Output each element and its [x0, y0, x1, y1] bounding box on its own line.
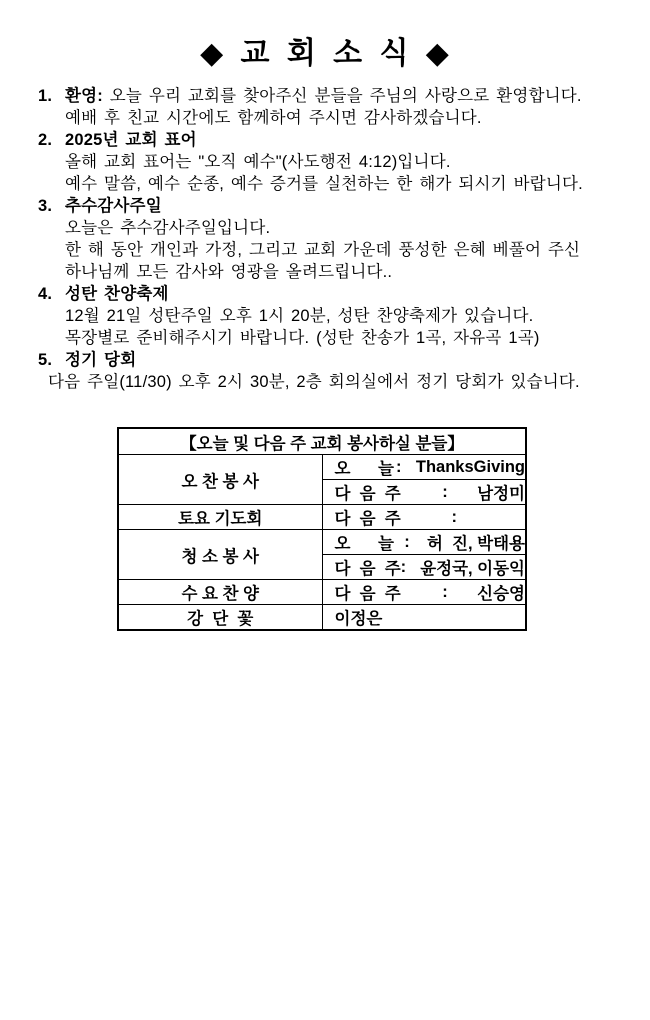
table-title-row	[118, 428, 526, 455]
category-cell-pulpit-flower: 강 단 꽃	[118, 605, 322, 631]
notice-item-christmas-praise	[0, 283, 650, 349]
period-label: 오 늘	[334, 535, 394, 553]
notice-line: 올해 교회 표어는 "오직 예수"(사도행전 4:12)입니다.	[65, 153, 451, 171]
category-cell-lunch: 오 찬 봉 사	[118, 455, 322, 505]
notice-number: 1.	[38, 87, 53, 105]
notice-number: 5.	[38, 351, 53, 369]
notice-heading: 성탄 찬양축제	[65, 285, 169, 303]
roster-value: 신승영	[477, 585, 525, 603]
table-row-lunch-today	[118, 455, 526, 480]
value-cell	[322, 480, 526, 505]
notice-item-welcome	[0, 85, 650, 129]
roster-entry	[335, 605, 526, 629]
period-label: 오 늘	[334, 460, 394, 478]
value-cell	[322, 605, 526, 631]
colon-separator: :	[442, 582, 448, 601]
notice-list	[0, 85, 650, 393]
period-label: 다 음 주	[334, 560, 401, 578]
roster-entry	[335, 455, 526, 479]
notice-line: 예수 말씀, 예수 순종, 예수 증거를 실천하는 한 해가 되시기 바랍니다.	[65, 175, 583, 193]
service-roster-table	[117, 427, 527, 631]
value-cell	[322, 455, 526, 480]
roster-value: 허 진, 박태용	[426, 535, 525, 553]
page-title: ◆ 교 회 소 식 ◆	[200, 37, 450, 70]
roster-value: 윤정국, 이동익	[420, 560, 525, 578]
notice-heading: 추수감사주일	[65, 197, 162, 215]
value-cell	[322, 580, 526, 605]
table-title: 【오늘 및 다음 주 교회 봉사하실 분들】	[118, 428, 526, 455]
category-cell-cleaning: 청 소 봉 사	[118, 530, 322, 580]
notice-item-thanksgiving	[0, 195, 650, 283]
notice-text: 오늘 우리 교회를 찾아주신 분들을 주님의 사랑으로 환영합니다.	[109, 87, 582, 105]
category-cell-saturday-prayer: 토요 기도회	[118, 505, 322, 530]
notice-line: 다음 주일(11/30) 오후 2시 30분, 2층 회의실에서 정기 당회가 있습니다.	[48, 373, 580, 391]
value-cell	[322, 555, 526, 580]
notice-number: 4.	[38, 285, 53, 303]
colon-separator: :	[451, 507, 457, 526]
period-label: 다 음 주	[334, 485, 401, 503]
roster-value: 이정은	[334, 610, 383, 628]
roster-entry	[335, 480, 526, 504]
roster-entry	[335, 555, 526, 579]
notice-line: 하나님께 모든 감사와 영광을 올려드립니다..	[65, 263, 393, 281]
notice-line: 12월 21일 성탄주일 오후 1시 20분, 성탄 찬양축제가 있습니다.	[65, 307, 534, 325]
table-row-saturday-prayer	[118, 505, 526, 530]
period-label: 다 음 주	[334, 510, 401, 528]
value-cell	[322, 505, 526, 530]
table-row-pulpit-flower	[118, 605, 526, 631]
colon-separator: :	[400, 557, 407, 576]
notice-heading: 정기 당회	[65, 351, 137, 369]
notice-item-motto	[0, 129, 650, 195]
colon-separator: :	[442, 482, 448, 501]
colon-separator: :	[395, 457, 402, 476]
colon-separator: :	[404, 532, 410, 551]
roster-value: ThanksGiving	[415, 457, 525, 476]
notice-line: 목장별로 준비해주시기 바랍니다. (성탄 찬송가 1곡, 자유곡 1곡)	[65, 329, 540, 347]
roster-entry	[335, 530, 526, 554]
notice-number: 2.	[38, 131, 53, 149]
roster-entry	[335, 505, 526, 529]
table-row-cleaning-today	[118, 530, 526, 555]
category-cell-wednesday-praise: 수 요 찬 양	[118, 580, 322, 605]
table-row-wednesday-praise	[118, 580, 526, 605]
notice-item-session-meeting	[0, 349, 650, 393]
period-label: 다 음 주	[334, 585, 401, 603]
notice-number: 3.	[38, 197, 53, 215]
notice-line	[65, 85, 650, 107]
roster-value: 남정미	[477, 485, 525, 503]
value-cell	[322, 530, 526, 555]
notice-heading: 2025년 교회 표어	[65, 131, 197, 149]
notice-heading: 환영:	[65, 87, 103, 105]
notice-line: 한 해 동안 개인과 가정, 그리고 교회 가운데 풍성한 은혜 베풀어 주신	[65, 241, 581, 259]
notice-line: 오늘은 추수감사주일입니다.	[65, 219, 271, 237]
roster-entry	[335, 580, 526, 604]
notice-line: 예배 후 친교 시간에도 함께하여 주시면 감사하겠습니다.	[65, 109, 482, 127]
